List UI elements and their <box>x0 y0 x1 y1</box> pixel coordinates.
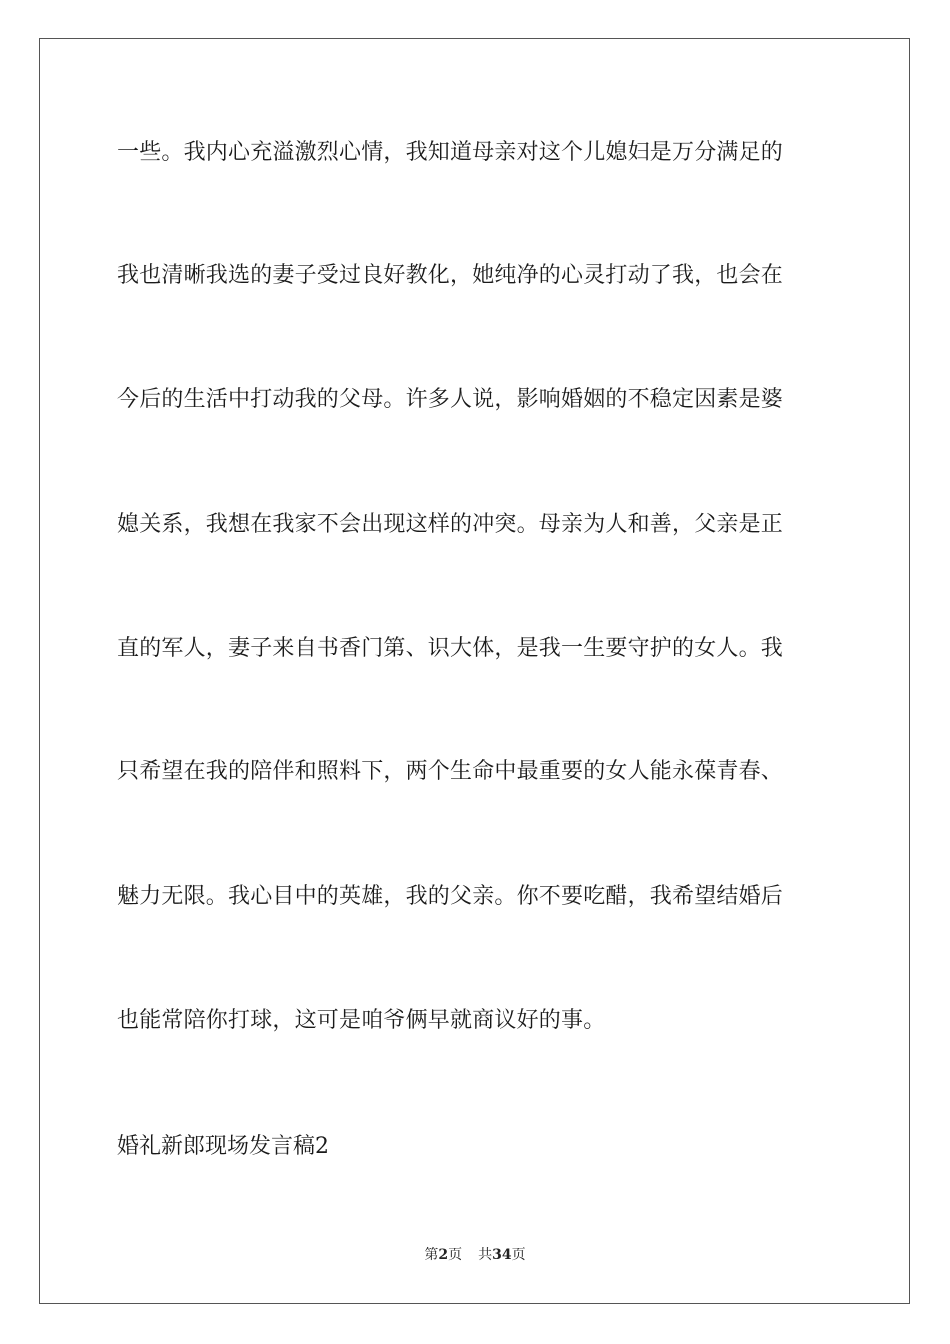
paragraph-line: 也能常陪你打球，这可是咱爷俩早就商议好的事。 <box>117 1008 606 1033</box>
footer-total-prefix: 共 <box>478 1247 493 1263</box>
paragraph-line: 一些。我内心充溢激烈心情，我知道母亲对这个儿媳妇是万分满足的 <box>117 140 784 165</box>
paragraph-line: 媳关系，我想在我家不会出现这样的冲突。母亲为人和善，父亲是正 <box>117 512 784 537</box>
paragraph-line: 今后的生活中打动我的父母。许多人说，影响婚姻的不稳定因素是婆 <box>117 387 784 412</box>
paragraph-line: 只希望在我的陪伴和照料下，两个生命中最重要的女人能永葆青春、 <box>117 759 784 784</box>
page-border <box>39 38 910 1304</box>
footer-total-suffix: 页 <box>511 1247 526 1263</box>
paragraph-line: 魅力无限。我心目中的英雄，我的父亲。你不要吃醋，我希望结婚后 <box>117 884 784 909</box>
paragraph-line: 我也清晰我选的妻子受过良好教化，她纯净的心灵打动了我，也会在 <box>117 263 784 288</box>
footer-page-number: 2 <box>438 1247 449 1263</box>
footer-total-pages: 34 <box>492 1247 512 1263</box>
section-heading: 婚礼新郎现场发言稿2 <box>117 1134 329 1159</box>
paragraph-line: 直的军人，妻子来自书香门第、识大体，是我一生要守护的女人。我 <box>117 636 784 661</box>
footer-page-prefix: 第 <box>424 1247 439 1263</box>
footer-page-suffix: 页 <box>448 1247 463 1263</box>
page-footer <box>0 1246 950 1264</box>
